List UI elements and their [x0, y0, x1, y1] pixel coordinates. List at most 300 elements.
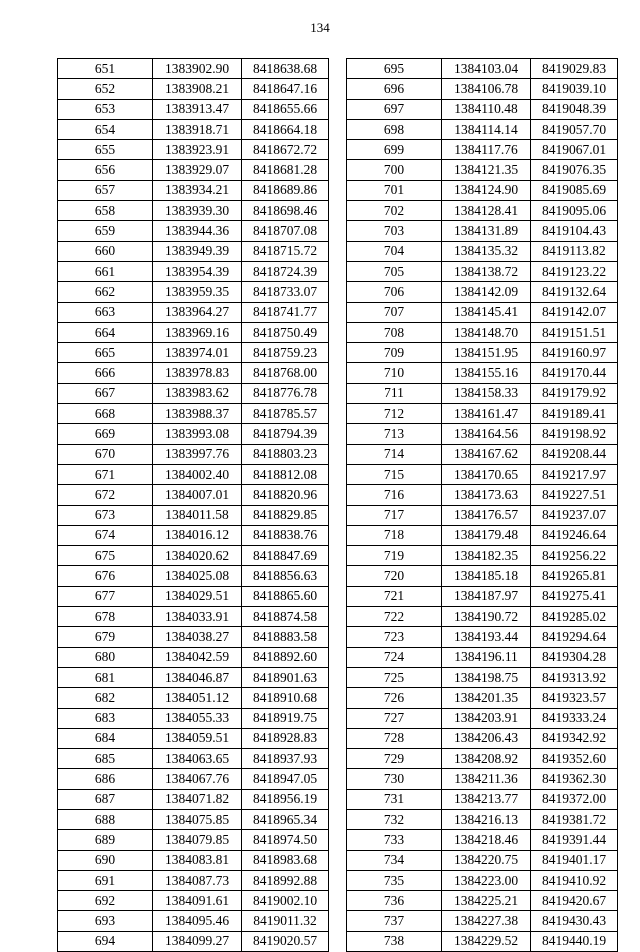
- x-coordinate-cell: 1383964.27: [153, 302, 242, 322]
- x-coordinate-cell: 1383983.62: [153, 383, 242, 403]
- y-coordinate-cell: 8418768.00: [242, 363, 329, 383]
- table-row: [58, 404, 329, 424]
- x-coordinate-cell: 1384142.09: [442, 282, 531, 302]
- table-row: [58, 201, 329, 221]
- x-coordinate-cell: 1383997.76: [153, 444, 242, 464]
- table-row: [347, 261, 618, 281]
- x-coordinate-cell: 1384033.91: [153, 607, 242, 627]
- point-number-cell: 731: [347, 789, 442, 809]
- y-coordinate-cell: 8418689.86: [242, 180, 329, 200]
- point-number-cell: 664: [58, 322, 153, 342]
- point-number-cell: 714: [347, 444, 442, 464]
- point-number-cell: 700: [347, 160, 442, 180]
- table-row: [58, 79, 329, 99]
- table-row: [347, 911, 618, 931]
- table-row: [347, 688, 618, 708]
- table-row: [58, 667, 329, 687]
- x-coordinate-cell: 1383993.08: [153, 424, 242, 444]
- y-coordinate-cell: 8418956.19: [242, 789, 329, 809]
- table-row: [58, 505, 329, 525]
- y-coordinate-cell: 8419410.92: [531, 870, 618, 890]
- point-number-cell: 660: [58, 241, 153, 261]
- point-number-cell: 719: [347, 546, 442, 566]
- table-row: [347, 830, 618, 850]
- table-row: [58, 241, 329, 261]
- y-coordinate-cell: 8418794.39: [242, 424, 329, 444]
- x-coordinate-cell: 1384046.87: [153, 667, 242, 687]
- table-row: [58, 708, 329, 728]
- point-number-cell: 723: [347, 627, 442, 647]
- point-number-cell: 652: [58, 79, 153, 99]
- table-row: [58, 363, 329, 383]
- table-row: [347, 647, 618, 667]
- x-coordinate-cell: 1384213.77: [442, 789, 531, 809]
- y-coordinate-cell: 8419011.32: [242, 911, 329, 931]
- point-number-cell: 698: [347, 119, 442, 139]
- point-number-cell: 668: [58, 404, 153, 424]
- table-row: [58, 931, 329, 951]
- x-coordinate-cell: 1384227.38: [442, 911, 531, 931]
- point-number-cell: 693: [58, 911, 153, 931]
- table-row: [58, 302, 329, 322]
- y-coordinate-cell: 8419313.92: [531, 667, 618, 687]
- x-coordinate-cell: 1384201.35: [442, 688, 531, 708]
- x-coordinate-cell: 1384042.59: [153, 647, 242, 667]
- point-number-cell: 684: [58, 728, 153, 748]
- x-coordinate-cell: 1384016.12: [153, 525, 242, 545]
- x-coordinate-cell: 1384121.35: [442, 160, 531, 180]
- y-coordinate-cell: 8418883.58: [242, 627, 329, 647]
- x-coordinate-cell: 1384067.76: [153, 769, 242, 789]
- table-row: [58, 850, 329, 870]
- point-number-cell: 677: [58, 586, 153, 606]
- point-number-cell: 706: [347, 282, 442, 302]
- x-coordinate-cell: 1383939.30: [153, 201, 242, 221]
- x-coordinate-cell: 1384083.81: [153, 850, 242, 870]
- y-coordinate-cell: 8418655.66: [242, 99, 329, 119]
- table-row: [58, 789, 329, 809]
- y-coordinate-cell: 8419275.41: [531, 586, 618, 606]
- point-number-cell: 655: [58, 140, 153, 160]
- x-coordinate-cell: 1384095.46: [153, 911, 242, 931]
- x-coordinate-cell: 1383918.71: [153, 119, 242, 139]
- y-coordinate-cell: 8419113.82: [531, 241, 618, 261]
- point-number-cell: 673: [58, 505, 153, 525]
- point-number-cell: 653: [58, 99, 153, 119]
- point-number-cell: 657: [58, 180, 153, 200]
- point-number-cell: 662: [58, 282, 153, 302]
- y-coordinate-cell: 8419095.06: [531, 201, 618, 221]
- table-row: [347, 708, 618, 728]
- table-row: [347, 525, 618, 545]
- table-row: [347, 160, 618, 180]
- y-coordinate-cell: 8419104.43: [531, 221, 618, 241]
- table-row: [58, 830, 329, 850]
- table-row: [58, 647, 329, 667]
- x-coordinate-cell: 1383978.83: [153, 363, 242, 383]
- point-number-cell: 725: [347, 667, 442, 687]
- y-coordinate-cell: 8418838.76: [242, 525, 329, 545]
- y-coordinate-cell: 8419002.10: [242, 891, 329, 911]
- table-row: [347, 59, 618, 79]
- table-row: [347, 769, 618, 789]
- table-row: [347, 119, 618, 139]
- table-row: [347, 322, 618, 342]
- y-coordinate-cell: 8419362.30: [531, 769, 618, 789]
- table-row: [58, 343, 329, 363]
- x-coordinate-cell: 1383949.39: [153, 241, 242, 261]
- y-coordinate-cell: 8418919.75: [242, 708, 329, 728]
- y-coordinate-cell: 8419067.01: [531, 140, 618, 160]
- coordinates-table-right-body: [347, 59, 618, 952]
- x-coordinate-cell: 1384176.57: [442, 505, 531, 525]
- x-coordinate-cell: 1384164.56: [442, 424, 531, 444]
- x-coordinate-cell: 1384059.51: [153, 728, 242, 748]
- point-number-cell: 720: [347, 566, 442, 586]
- point-number-cell: 711: [347, 383, 442, 403]
- x-coordinate-cell: 1383988.37: [153, 404, 242, 424]
- table-row: [347, 79, 618, 99]
- y-coordinate-cell: 8418856.63: [242, 566, 329, 586]
- coordinates-table-left: [57, 58, 329, 952]
- x-coordinate-cell: 1384055.33: [153, 708, 242, 728]
- y-coordinate-cell: 8418724.39: [242, 261, 329, 281]
- y-coordinate-cell: 8418947.05: [242, 769, 329, 789]
- point-number-cell: 661: [58, 261, 153, 281]
- y-coordinate-cell: 8419179.92: [531, 383, 618, 403]
- x-coordinate-cell: 1384099.27: [153, 931, 242, 951]
- point-number-cell: 717: [347, 505, 442, 525]
- table-row: [347, 99, 618, 119]
- table-row: [58, 140, 329, 160]
- x-coordinate-cell: 1384182.35: [442, 546, 531, 566]
- point-number-cell: 678: [58, 607, 153, 627]
- table-row: [58, 566, 329, 586]
- y-coordinate-cell: 8418910.68: [242, 688, 329, 708]
- x-coordinate-cell: 1384051.12: [153, 688, 242, 708]
- x-coordinate-cell: 1384087.73: [153, 870, 242, 890]
- y-coordinate-cell: 8418812.08: [242, 464, 329, 484]
- point-number-cell: 721: [347, 586, 442, 606]
- point-number-cell: 674: [58, 525, 153, 545]
- point-number-cell: 683: [58, 708, 153, 728]
- table-row: [347, 586, 618, 606]
- point-number-cell: 732: [347, 809, 442, 829]
- y-coordinate-cell: 8419333.24: [531, 708, 618, 728]
- x-coordinate-cell: 1384091.61: [153, 891, 242, 911]
- table-row: [347, 343, 618, 363]
- y-coordinate-cell: 8419057.70: [531, 119, 618, 139]
- x-coordinate-cell: 1383959.35: [153, 282, 242, 302]
- x-coordinate-cell: 1384173.63: [442, 485, 531, 505]
- x-coordinate-cell: 1384128.41: [442, 201, 531, 221]
- y-coordinate-cell: 8419294.64: [531, 627, 618, 647]
- table-row: [58, 586, 329, 606]
- point-number-cell: 722: [347, 607, 442, 627]
- point-number-cell: 697: [347, 99, 442, 119]
- point-number-cell: 694: [58, 931, 153, 951]
- y-coordinate-cell: 8418759.23: [242, 343, 329, 363]
- point-number-cell: 691: [58, 870, 153, 890]
- y-coordinate-cell: 8419189.41: [531, 404, 618, 424]
- point-number-cell: 651: [58, 59, 153, 79]
- x-coordinate-cell: 1384196.11: [442, 647, 531, 667]
- x-coordinate-cell: 1384103.04: [442, 59, 531, 79]
- point-number-cell: 687: [58, 789, 153, 809]
- y-coordinate-cell: 8419132.64: [531, 282, 618, 302]
- point-number-cell: 695: [347, 59, 442, 79]
- point-number-cell: 680: [58, 647, 153, 667]
- y-coordinate-cell: 8418829.85: [242, 505, 329, 525]
- x-coordinate-cell: 1384079.85: [153, 830, 242, 850]
- table-row: [347, 180, 618, 200]
- table-row: [58, 546, 329, 566]
- table-row: [58, 525, 329, 545]
- x-coordinate-cell: 1384124.90: [442, 180, 531, 200]
- x-coordinate-cell: 1384071.82: [153, 789, 242, 809]
- y-coordinate-cell: 8418937.93: [242, 749, 329, 769]
- table-row: [58, 891, 329, 911]
- x-coordinate-cell: 1384106.78: [442, 79, 531, 99]
- point-number-cell: 733: [347, 830, 442, 850]
- point-number-cell: 712: [347, 404, 442, 424]
- x-coordinate-cell: 1384223.00: [442, 870, 531, 890]
- y-coordinate-cell: 8419020.57: [242, 931, 329, 951]
- table-row: [58, 59, 329, 79]
- table-row: [58, 627, 329, 647]
- x-coordinate-cell: 1384117.76: [442, 140, 531, 160]
- table-row: [347, 566, 618, 586]
- x-coordinate-cell: 1384158.33: [442, 383, 531, 403]
- point-number-cell: 737: [347, 911, 442, 931]
- x-coordinate-cell: 1383944.36: [153, 221, 242, 241]
- y-coordinate-cell: 8419151.51: [531, 322, 618, 342]
- table-row: [58, 728, 329, 748]
- table-row: [58, 911, 329, 931]
- x-coordinate-cell: 1384135.32: [442, 241, 531, 261]
- x-coordinate-cell: 1384131.89: [442, 221, 531, 241]
- x-coordinate-cell: 1384211.36: [442, 769, 531, 789]
- x-coordinate-cell: 1384187.97: [442, 586, 531, 606]
- x-coordinate-cell: 1384161.47: [442, 404, 531, 424]
- table-row: [347, 505, 618, 525]
- x-coordinate-cell: 1384229.52: [442, 931, 531, 951]
- table-row: [347, 444, 618, 464]
- point-number-cell: 686: [58, 769, 153, 789]
- x-coordinate-cell: 1384206.43: [442, 728, 531, 748]
- y-coordinate-cell: 8419198.92: [531, 424, 618, 444]
- point-number-cell: 670: [58, 444, 153, 464]
- y-coordinate-cell: 8418874.58: [242, 607, 329, 627]
- table-row: [58, 485, 329, 505]
- y-coordinate-cell: 8418681.28: [242, 160, 329, 180]
- y-coordinate-cell: 8418672.72: [242, 140, 329, 160]
- table-row: [58, 282, 329, 302]
- x-coordinate-cell: 1384208.92: [442, 749, 531, 769]
- table-row: [347, 201, 618, 221]
- x-coordinate-cell: 1384193.44: [442, 627, 531, 647]
- point-number-cell: 665: [58, 343, 153, 363]
- y-coordinate-cell: 8419170.44: [531, 363, 618, 383]
- y-coordinate-cell: 8419372.00: [531, 789, 618, 809]
- x-coordinate-cell: 1384145.41: [442, 302, 531, 322]
- x-coordinate-cell: 1383923.91: [153, 140, 242, 160]
- x-coordinate-cell: 1384002.40: [153, 464, 242, 484]
- table-row: [58, 261, 329, 281]
- x-coordinate-cell: 1384020.62: [153, 546, 242, 566]
- point-number-cell: 663: [58, 302, 153, 322]
- y-coordinate-cell: 8418647.16: [242, 79, 329, 99]
- y-coordinate-cell: 8418803.23: [242, 444, 329, 464]
- table-row: [347, 931, 618, 951]
- point-number-cell: 676: [58, 566, 153, 586]
- y-coordinate-cell: 8418638.68: [242, 59, 329, 79]
- table-row: [347, 667, 618, 687]
- y-coordinate-cell: 8419440.19: [531, 931, 618, 951]
- x-coordinate-cell: 1384167.62: [442, 444, 531, 464]
- point-number-cell: 692: [58, 891, 153, 911]
- point-number-cell: 671: [58, 464, 153, 484]
- table-row: [347, 302, 618, 322]
- point-number-cell: 703: [347, 221, 442, 241]
- x-coordinate-cell: 1383929.07: [153, 160, 242, 180]
- point-number-cell: 656: [58, 160, 153, 180]
- point-number-cell: 672: [58, 485, 153, 505]
- point-number-cell: 724: [347, 647, 442, 667]
- point-number-cell: 699: [347, 140, 442, 160]
- y-coordinate-cell: 8419142.07: [531, 302, 618, 322]
- table-row: [347, 464, 618, 484]
- x-coordinate-cell: 1384185.18: [442, 566, 531, 586]
- table-row: [58, 322, 329, 342]
- table-row: [347, 850, 618, 870]
- point-number-cell: 726: [347, 688, 442, 708]
- point-number-cell: 738: [347, 931, 442, 951]
- y-coordinate-cell: 8419352.60: [531, 749, 618, 769]
- y-coordinate-cell: 8418707.08: [242, 221, 329, 241]
- table-row: [347, 607, 618, 627]
- table-row: [58, 464, 329, 484]
- point-number-cell: 707: [347, 302, 442, 322]
- point-number-cell: 736: [347, 891, 442, 911]
- x-coordinate-cell: 1384011.58: [153, 505, 242, 525]
- point-number-cell: 730: [347, 769, 442, 789]
- y-coordinate-cell: 8419237.07: [531, 505, 618, 525]
- y-coordinate-cell: 8419391.44: [531, 830, 618, 850]
- x-coordinate-cell: 1383954.39: [153, 261, 242, 281]
- point-number-cell: 696: [347, 79, 442, 99]
- table-row: [58, 769, 329, 789]
- y-coordinate-cell: 8418847.69: [242, 546, 329, 566]
- table-row: [58, 119, 329, 139]
- y-coordinate-cell: 8419227.51: [531, 485, 618, 505]
- point-number-cell: 658: [58, 201, 153, 221]
- y-coordinate-cell: 8418741.77: [242, 302, 329, 322]
- point-number-cell: 675: [58, 546, 153, 566]
- point-number-cell: 690: [58, 850, 153, 870]
- table-row: [58, 809, 329, 829]
- y-coordinate-cell: 8419076.35: [531, 160, 618, 180]
- table-row: [347, 546, 618, 566]
- point-number-cell: 704: [347, 241, 442, 261]
- x-coordinate-cell: 1384155.16: [442, 363, 531, 383]
- x-coordinate-cell: 1384216.13: [442, 809, 531, 829]
- x-coordinate-cell: 1384025.08: [153, 566, 242, 586]
- y-coordinate-cell: 8418965.34: [242, 809, 329, 829]
- point-number-cell: 685: [58, 749, 153, 769]
- x-coordinate-cell: 1383969.16: [153, 322, 242, 342]
- point-number-cell: 718: [347, 525, 442, 545]
- point-number-cell: 710: [347, 363, 442, 383]
- y-coordinate-cell: 8418974.50: [242, 830, 329, 850]
- point-number-cell: 682: [58, 688, 153, 708]
- table-row: [347, 221, 618, 241]
- point-number-cell: 654: [58, 119, 153, 139]
- table-row: [58, 688, 329, 708]
- y-coordinate-cell: 8419029.83: [531, 59, 618, 79]
- y-coordinate-cell: 8418785.57: [242, 404, 329, 424]
- x-coordinate-cell: 1384198.75: [442, 667, 531, 687]
- x-coordinate-cell: 1384138.72: [442, 261, 531, 281]
- y-coordinate-cell: 8418992.88: [242, 870, 329, 890]
- x-coordinate-cell: 1384029.51: [153, 586, 242, 606]
- point-number-cell: 688: [58, 809, 153, 829]
- point-number-cell: 667: [58, 383, 153, 403]
- table-row: [347, 728, 618, 748]
- y-coordinate-cell: 8418664.18: [242, 119, 329, 139]
- table-row: [347, 363, 618, 383]
- y-coordinate-cell: 8419208.44: [531, 444, 618, 464]
- y-coordinate-cell: 8418715.72: [242, 241, 329, 261]
- x-coordinate-cell: 1384110.48: [442, 99, 531, 119]
- point-number-cell: 659: [58, 221, 153, 241]
- point-number-cell: 701: [347, 180, 442, 200]
- point-number-cell: 713: [347, 424, 442, 444]
- table-row: [58, 607, 329, 627]
- table-row: [58, 221, 329, 241]
- point-number-cell: 689: [58, 830, 153, 850]
- coordinates-table-left-body: [58, 59, 329, 952]
- y-coordinate-cell: 8419217.97: [531, 464, 618, 484]
- table-row: [347, 485, 618, 505]
- table-row: [58, 444, 329, 464]
- point-number-cell: 709: [347, 343, 442, 363]
- table-row: [58, 160, 329, 180]
- x-coordinate-cell: 1384038.27: [153, 627, 242, 647]
- x-coordinate-cell: 1384075.85: [153, 809, 242, 829]
- y-coordinate-cell: 8419401.17: [531, 850, 618, 870]
- y-coordinate-cell: 8418892.60: [242, 647, 329, 667]
- x-coordinate-cell: 1384220.75: [442, 850, 531, 870]
- x-coordinate-cell: 1383902.90: [153, 59, 242, 79]
- y-coordinate-cell: 8418776.78: [242, 383, 329, 403]
- y-coordinate-cell: 8418750.49: [242, 322, 329, 342]
- point-number-cell: 734: [347, 850, 442, 870]
- point-number-cell: 679: [58, 627, 153, 647]
- table-row: [347, 140, 618, 160]
- y-coordinate-cell: 8419285.02: [531, 607, 618, 627]
- x-coordinate-cell: 1384170.65: [442, 464, 531, 484]
- table-row: [347, 749, 618, 769]
- table-row: [58, 383, 329, 403]
- y-coordinate-cell: 8418733.07: [242, 282, 329, 302]
- y-coordinate-cell: 8419323.57: [531, 688, 618, 708]
- point-number-cell: 735: [347, 870, 442, 890]
- x-coordinate-cell: 1383913.47: [153, 99, 242, 119]
- table-row: [347, 809, 618, 829]
- y-coordinate-cell: 8418928.83: [242, 728, 329, 748]
- x-coordinate-cell: 1384114.14: [442, 119, 531, 139]
